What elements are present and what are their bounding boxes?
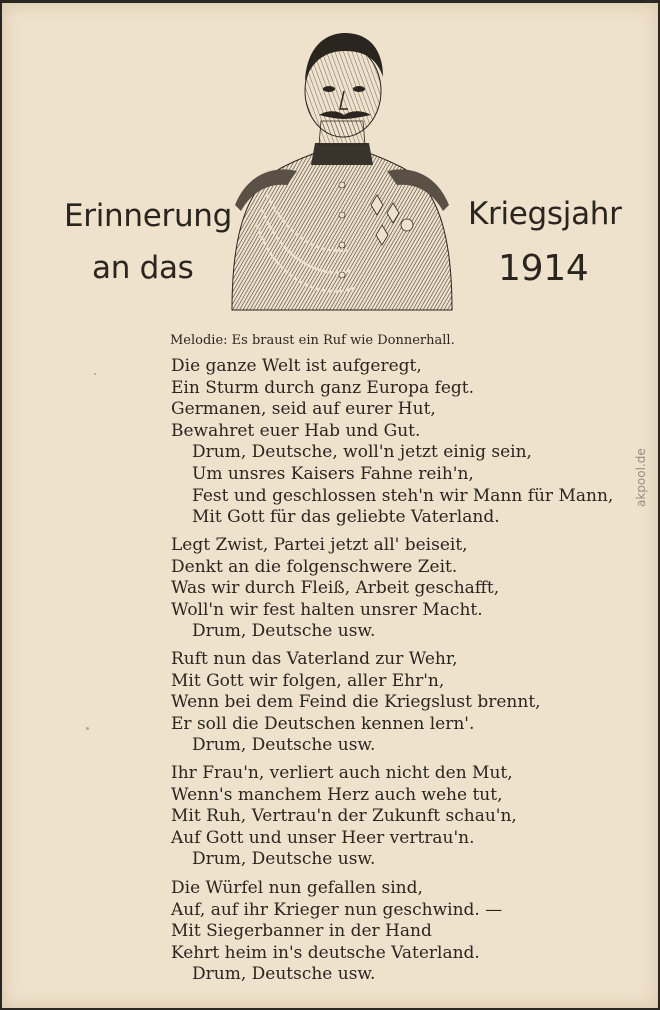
stanza-4 (171, 763, 517, 871)
heading-year: 1914 (498, 248, 589, 289)
heading-kriegsjahr: Kriegsjahr (468, 196, 622, 232)
stanza-2 (171, 535, 499, 643)
verse-line: Bewahret euer Hab und Gut. (171, 420, 421, 441)
melody-line: Melodie: Es braust ein Ruf wie Donnerhall. (170, 333, 455, 348)
verse-line: Mit Gott wir folgen, aller Ehr'n, (171, 670, 445, 691)
paper-speck (86, 727, 89, 730)
verse-line: Was wir durch Fleiß, Arbeit geschafft, (171, 578, 500, 599)
verse-line: Wenn bei dem Feind die Kriegslust brennt, (171, 692, 541, 713)
verse-line: Denkt an die folgenschwere Zeit. (171, 556, 458, 577)
verse-line: Woll'n wir fest halten unsrer Macht. (171, 599, 483, 620)
verse-line: Ruft nun das Vaterland zur Wehr, (171, 649, 458, 669)
portrait-engraving (227, 25, 457, 315)
verse-line: Die ganze Welt ist aufgeregt, (171, 356, 422, 376)
verse-line: Mit Ruh, Vertrau'n der Zukunft schau'n, (171, 806, 517, 827)
verse-line: Wenn's manchem Herz auch wehe tut, (171, 784, 503, 805)
verse-line: Germanen, seid auf eurer Hut, (171, 399, 436, 420)
refrain-line: Um unsres Kaisers Fahne reih'n, (192, 463, 474, 484)
verse-line: Ihr Frau'n, verliert auch nicht den Mut, (171, 763, 513, 783)
verse-line: Die Würfel nun gefallen sind, (171, 878, 423, 898)
stanza-1 (171, 356, 613, 529)
verse-line: Er soll die Deutschen kennen lern'. (171, 713, 475, 734)
verse-line: Legt Zwist, Partei jetzt all' beiseit, (171, 535, 468, 555)
paper-speck (94, 373, 96, 375)
stanza-5 (171, 878, 502, 986)
refrain-line: Drum, Deutsche usw. (192, 964, 376, 985)
verse-line: Auf Gott und unser Heer vertrau'n. (171, 827, 475, 848)
refrain-line: Drum, Deutsche, woll'n jetzt einig sein, (192, 442, 532, 463)
verse-line: Mit Siegerbanner in der Hand (171, 921, 432, 942)
refrain-line: Drum, Deutsche usw. (192, 849, 376, 870)
verse-line: Kehrt heim in's deutsche Vaterland. (171, 942, 480, 963)
refrain-line: Fest und geschlossen steh'n wir Mann für Mann, (192, 485, 614, 506)
stanza-3 (171, 649, 541, 757)
watermark: akpool.de (634, 448, 648, 507)
heading-erinnerung: Erinnerung (64, 198, 233, 234)
refrain-line: Mit Gott für das geliebte Vaterland. (192, 507, 500, 528)
refrain-line: Drum, Deutsche usw. (192, 735, 376, 756)
verse-line: Auf, auf ihr Krieger nun geschwind. — (171, 899, 503, 920)
postcard (2, 3, 658, 1008)
verse-line: Ein Sturm durch ganz Europa fegt. (171, 377, 475, 398)
refrain-line: Drum, Deutsche usw. (192, 621, 376, 642)
heading-an-das: an das (92, 250, 194, 286)
